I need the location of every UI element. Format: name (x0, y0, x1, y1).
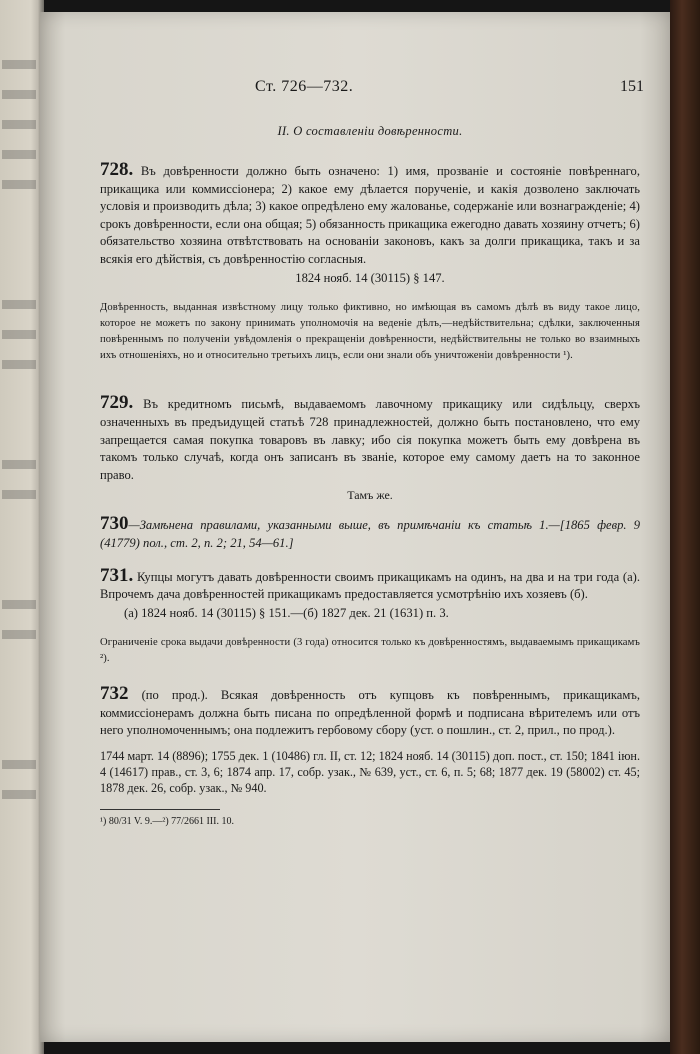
article-728 (100, 161, 640, 364)
article-source: 1744 март. 14 (8896); 1755 дек. 1 (10486) гл. II, ст. 12; 1824 нояб. 14 (30115) доп. пост., ст. 150; 1841 іюн. 4 (14617) прав., ст. 3, 6; 1874 апр. 17, собр. узак., № 639, уст., ст. 6, п. 5; 68; 1877 дек. 19 (58002) ст. 45; 1878 дек. 26, собр. узак., № 940. (100, 748, 640, 796)
footnote-divider (100, 809, 220, 810)
article-note: Ограниченіе срока выдачи довѣренности (3 года) относится только къ довѣренностямъ, выдаваемымъ прикащикамъ ²). (100, 636, 640, 664)
article-732 (100, 685, 640, 796)
article-body: Въ довѣренности должно быть означено: 1) имя, прозваніе и состояніе повѣреннаго, прикащика или коммиссіонера; 2) какое ему дѣлается порученіе, и какія дозволено заключать условія и производить дѣла; 3) какое опредѣлено ему жалованье, содержаніе или вознагражденіе; 4) срокъ довѣренности, если она общая; 5) обязанность прикащика ежегодно давать хозяину отчетъ; 6) обязательство хозяина отвѣтствовать на основаніи законовъ, какъ за долги прикащика, такъ и за всякія его дѣйствія, съ довѣренностію согласныя. (100, 164, 640, 266)
article-note: Довѣренность, выданная извѣстному лицу только фиктивно, но имѣющая въ самомъ дѣлѣ въ виду такое лицо, которое не можетъ по закону принимать уполномочія на веденіе дѣлъ,—недѣйствительна; сдѣлки, заключенныя повѣреннымъ по полученіи увѣдомленія о прекращеніи довѣренности, недѣйствительны не только во взаимныхъ ихъ отношеніяхъ, но и относительно третьихъ лицъ, если они знали объ уничтоженіи довѣренности ¹). (100, 301, 640, 362)
article-body: Всякая довѣренность отъ купцовъ къ повѣреннымъ, прикащикамъ, коммиссіонерамъ должна быть писана по опредѣленной формѣ и подписана вѣрителемъ или отъ него уполномоченнымъ; она подлежитъ гербовому сбору (уст. о пошлин., ст. 2, прил., по прод.). (100, 688, 640, 738)
article-text (100, 515, 640, 552)
article-number: 728. (100, 159, 134, 180)
article-number: 730 (100, 513, 129, 535)
article-body: Въ кредитномъ письмѣ, выдаваемомъ лавочному прикащику или сидѣльцу, сверхъ означенныхъ въ предъидущей статьѣ 728 принадлежностей, должно быть постановлено, что ему запрещается самая покупка товаровъ въ лавку; ибо сія покупка можетъ быть ему довѣрена въ такомъ только случаѣ, когда онъ записанъ въ званіе, которое ему самому даетъ на то законное право. (100, 397, 640, 482)
article-text (100, 685, 640, 740)
book-spine (670, 0, 700, 1054)
page-content (100, 78, 644, 827)
article-number: 729. (100, 392, 134, 414)
book-page (40, 12, 672, 1042)
article-730 (100, 515, 640, 552)
article-body: —Замѣнена правилами, указанными выше, въ примѣчаніи къ статьѣ 1.—[1865 февр. 9 (41779) пол., ст. 2, п. 2; 21, 54—61.] (100, 518, 640, 550)
article-text (100, 161, 640, 269)
page-number: 151 (620, 78, 644, 95)
article-text (100, 564, 640, 604)
article-729 (100, 394, 640, 503)
section-title: II. О составленіи довѣренности. (277, 124, 463, 138)
article-number: 732 (100, 683, 129, 705)
page-header (100, 78, 644, 106)
footnotes: ¹) 80/31 V. 9.—²) 77/2661 III. 10. (100, 815, 234, 827)
article-text (100, 394, 640, 484)
article-source: Тамъ же. (347, 488, 393, 503)
facing-page-edge (0, 0, 44, 1054)
article-731 (100, 564, 640, 668)
article-source: 1824 нояб. 14 (30115) § 147. (295, 270, 445, 285)
article-number: 731. (100, 564, 134, 586)
running-head: Ст. 726—732. (255, 78, 354, 95)
article-body: Купцы могутъ давать довѣренности своимъ прикащикамъ на одинъ, на два и на три года (а). Впрочемъ дача довѣренностей прикащикамъ предоставляется усмотрѣнію ихъ хозяевъ (б). (100, 569, 640, 602)
article-source: (а) 1824 нояб. 14 (30115) § 151.—(б) 1827 дек. 21 (1631) п. 3. (124, 605, 449, 620)
article-suffix: (по прод.). (128, 688, 208, 703)
